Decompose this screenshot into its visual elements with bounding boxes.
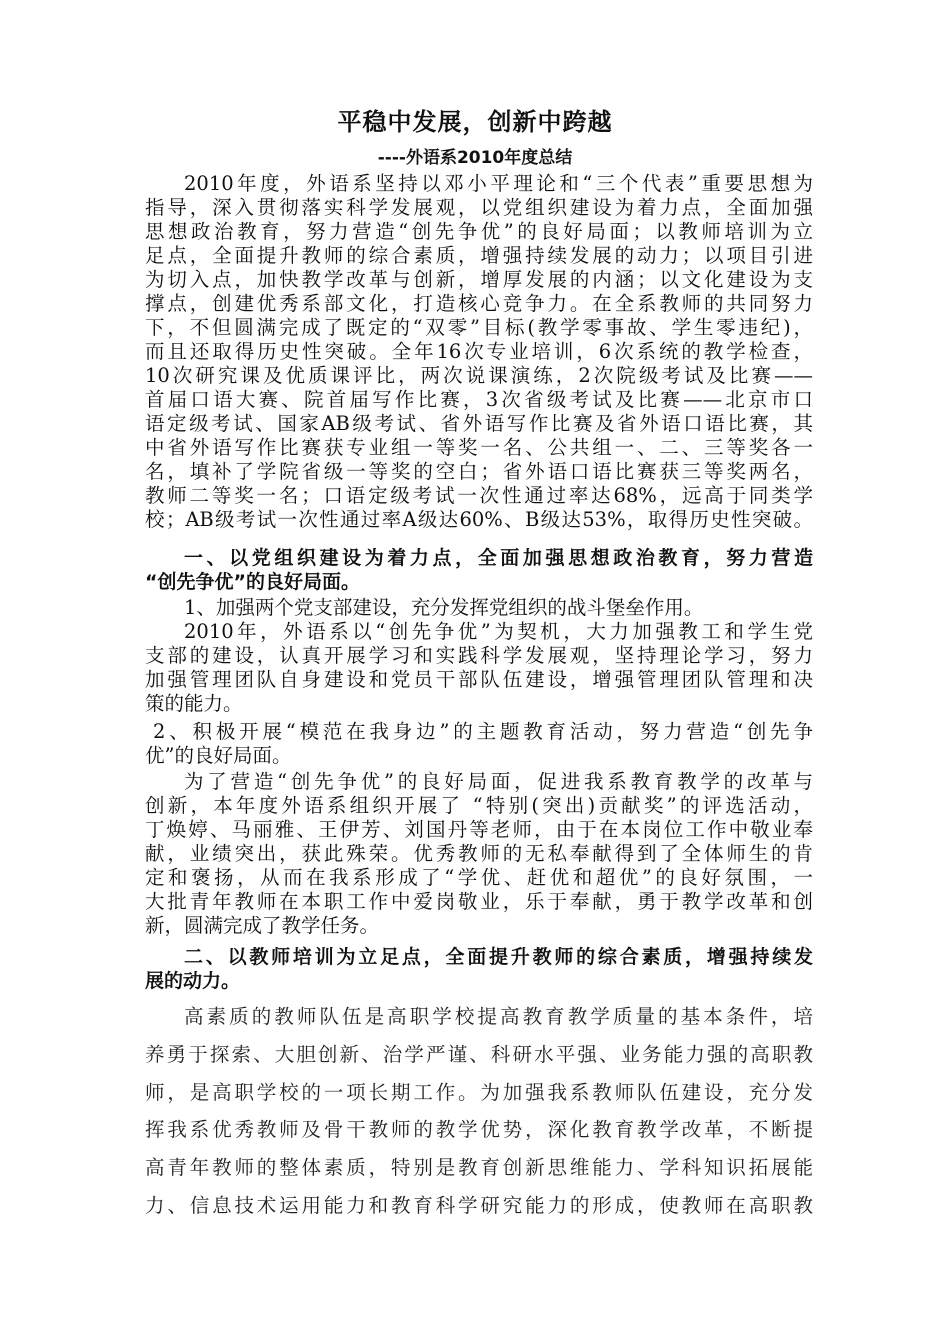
party-building-paragraph xyxy=(145,620,813,716)
paragraph-line: 献，业绩突出，获此殊荣。优秀教师的无私奉献得到了全体师生的肯 xyxy=(145,842,813,865)
paragraph-line: 指导，深入贯彻落实科学发展观，以党组织建设为着力点，全面加强 xyxy=(145,196,813,219)
heading-line: 二、以教师培训为立足点，全面提升教师的综合素质，增强持续发 xyxy=(184,946,813,968)
intro-paragraph xyxy=(145,172,813,532)
paragraph-line: 高青年教师的整体素质，特别是教育创新思维能力、学科知识拓展能 xyxy=(145,1156,813,1180)
heading-line: 展的动力。 xyxy=(145,970,241,992)
paragraph-line: 加强管理团队自身建设和党员干部队伍建设，增强管理团队管理和决 xyxy=(145,668,813,691)
paragraph-line: 为切入点，加快教学改革与创新，增厚发展的内涵；以文化建设为支 xyxy=(145,268,813,291)
heading-line: “创先争优”的良好局面。 xyxy=(145,571,360,593)
paragraph-line: 策的能力。 xyxy=(145,692,243,715)
paragraph-line: 足点，全面提升教师的综合素质，增强持续发展的动力；以项目引进 xyxy=(145,244,813,267)
paragraph-line: 下，不但圆满完成了既定的“双零”目标(教学零事故、学生零违纪)， xyxy=(145,316,813,339)
paragraph-line: 大批青年教师在本职工作中爱岗敬业，乐于奉献，勇于教学改革和创 xyxy=(145,890,813,913)
paragraph-line: 撑点，创建优秀系部文化，打造核心竞争力。在全系教师的共同努力 xyxy=(145,292,813,315)
paragraph-line: 教师二等奖一名；口语定级考试一次性通过率达68%，远高于同类学 xyxy=(145,484,813,507)
paragraph-line: 而且还取得历史性突破。全年16次专业培训，6次系统的教学检查， xyxy=(145,340,813,363)
paragraph-line: 10次研究课及优质课评比，两次说课演练，2次院级考试及比赛—— xyxy=(145,364,813,387)
paragraph-line: 养勇于探索、大胆创新、治学严谨、科研水平强、业务能力强的高职教 xyxy=(145,1042,813,1066)
subheading-line: 1、加强两个党支部建设，充分发挥党组织的战斗堡垒作用。 xyxy=(184,596,704,619)
paragraph-line: 高素质的教师队伍是高职学校提高教育教学质量的基本条件，培 xyxy=(184,1005,813,1028)
award-paragraph xyxy=(145,770,813,938)
paragraph-line: 首届口语大赛、院首届写作比赛，3次省级考试及比赛——北京市口 xyxy=(145,388,813,411)
paragraph-line: 力、信息技术运用能力和教育科学研究能力的形成，使教师在高职教 xyxy=(145,1193,813,1217)
paragraph-line: 中省外语写作比赛获专业组一等奖一名、公共组一、二、三等奖各一 xyxy=(145,436,813,459)
subheading-line: 优”的良好局面。 xyxy=(145,744,292,767)
paragraph-line: 支部的建设，认真开展学习和实践科学发展观，坚持理论学习，努力 xyxy=(145,644,813,667)
paragraph-line: 2010年，外语系以“创先争优”为契机，大力加强教工和学生党 xyxy=(184,620,813,643)
paragraph-line: 定和褒扬，从而在我系形成了“学优、赶优和超优”的良好氛围，一 xyxy=(145,866,813,889)
section-heading-1 xyxy=(145,546,813,594)
paragraph-line: 师，是高职学校的一项长期工作。为加强我系教师队伍建设，充分发 xyxy=(145,1080,813,1104)
paragraph-line: 挥我系优秀教师及骨干教师的教学优势，深化教育教学改革，不断提 xyxy=(145,1118,813,1142)
paragraph-line: 新，圆满完成了教学任务。 xyxy=(145,914,380,937)
paragraph-line: 为了营造“创先争优”的良好局面，促进我系教育教学的改革与 xyxy=(184,770,813,793)
paragraph-line: 校；AB级考试一次性通过率A级达60%、B级达53%，取得历史性突破。 xyxy=(145,508,813,531)
subsection-heading-2 xyxy=(145,720,813,768)
section-heading-2 xyxy=(145,945,813,993)
document-title: 平稳中发展，创新中跨越 xyxy=(337,108,613,136)
paragraph-line: 丁焕婷、马丽雅、王伊芳、刘国丹等老师，由于在本岗位工作中敬业奉 xyxy=(145,818,813,841)
document-subtitle: ----外语系2010年度总结 xyxy=(377,148,573,168)
paragraph-line: 名，填补了学院省级一等奖的空白；省外语口语比赛获三等奖两名， xyxy=(145,460,813,483)
paragraph-line: 语定级考试、国家AB级考试、省外语写作比赛及省外语口语比赛，其 xyxy=(145,412,813,435)
paragraph-line: 思想政治教育，努力营造“创先争优”的良好局面；以教师培训为立 xyxy=(145,220,813,243)
paragraph-line: 创新，本年度外语系组织开展了 “特别(突出)贡献奖”的评选活动， xyxy=(145,794,813,817)
subsection-heading-1 xyxy=(145,596,813,620)
teacher-training-paragraph xyxy=(145,998,813,1225)
paragraph-line: 2010年度，外语系坚持以邓小平理论和“三个代表”重要思想为 xyxy=(184,172,813,195)
subheading-line: 2、积极开展“模范在我身边”的主题教育活动，努力营造“创先争 xyxy=(153,720,813,743)
heading-line: 一、以党组织建设为着力点，全面加强思想政治教育，努力营造 xyxy=(184,547,813,569)
